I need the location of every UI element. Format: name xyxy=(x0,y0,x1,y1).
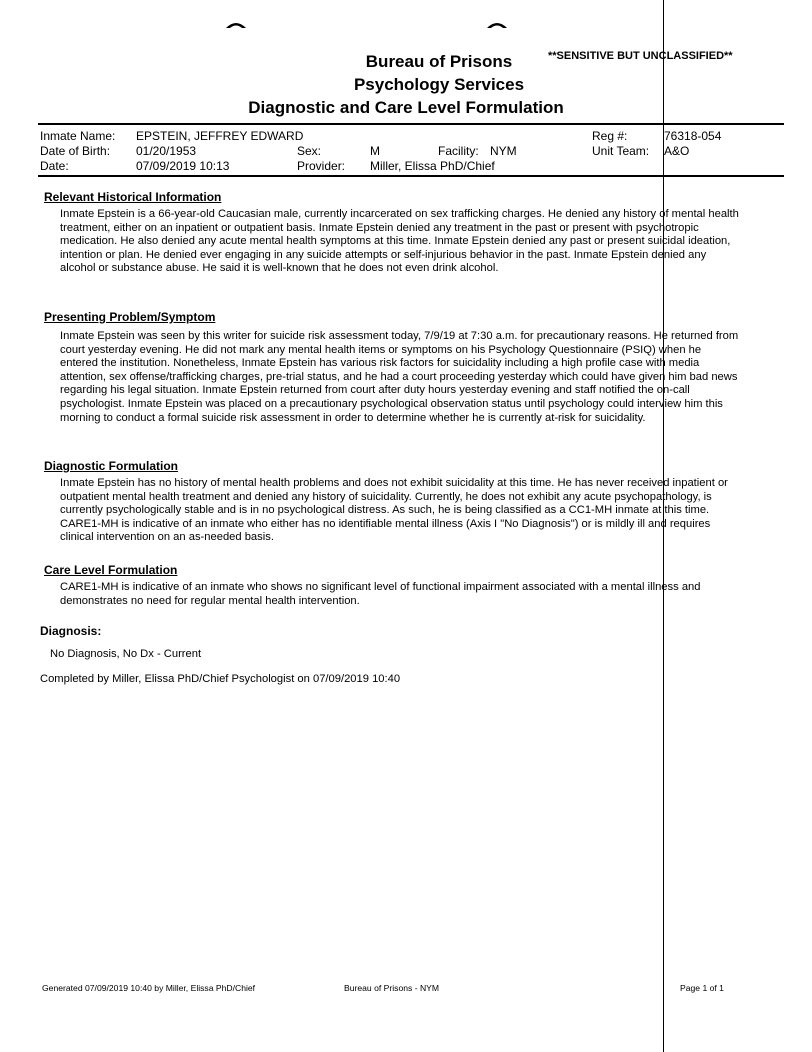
classification-banner: **SENSITIVE BUT UNCLASSIFIED** xyxy=(548,50,733,62)
unit-team-value: A&O xyxy=(664,144,690,158)
dob-value: 01/20/1953 xyxy=(136,144,197,158)
footer-generated: Generated 07/09/2019 10:40 by Miller, Elissa PhD/Chief xyxy=(42,983,256,993)
care-level-section-title: Care Level Formulation xyxy=(44,563,178,577)
facility-value: NYM xyxy=(490,144,517,158)
form-title: Diagnostic and Care Level Formulation xyxy=(248,98,564,117)
unit-team-label: Unit Team: xyxy=(592,144,650,158)
punch-mark-icon xyxy=(485,18,509,30)
header-divider xyxy=(38,123,784,125)
diagnostic-section-body: Inmate Epstein has no history of mental health problems and does not exhibit suicidality at this time. He has never received inpatient or outpatient mental health treatment and denied any history of suicidality. Currently, he does not exhibit any acute psychopathology, is currently psychologically stable and is in no psychological distress. As such, he is being classified as a CC1-MH inmate at this time. CARE1-MH is indicative of an inmate who either has no identifiable mental illness (Axis I "No Diagnosis") or is mildly ill and requires clinical intervention on an as-needed basis. xyxy=(60,477,728,544)
sex-value: M xyxy=(370,144,380,158)
diagnostic-section-title: Diagnostic Formulation xyxy=(44,459,179,473)
reg-number-label: Reg #: xyxy=(592,129,628,143)
diagnosis-value: No Diagnosis, No Dx - Current xyxy=(50,648,202,660)
provider-label: Provider: xyxy=(297,159,346,173)
dob-label: Date of Birth: xyxy=(40,144,111,158)
date-value: 07/09/2019 10:13 xyxy=(136,159,230,173)
punch-mark-icon xyxy=(224,18,248,30)
sex-label: Sex: xyxy=(297,144,322,158)
inmate-name-value: EPSTEIN, JEFFREY EDWARD xyxy=(136,129,304,143)
info-divider xyxy=(38,175,784,177)
historical-section-title: Relevant Historical Information xyxy=(44,190,222,204)
presenting-section-title: Presenting Problem/Symptom xyxy=(44,310,216,324)
completed-by: Completed by Miller, Elissa PhD/Chief Psychologist on 07/09/2019 10:40 xyxy=(40,673,401,685)
department-title: Psychology Services xyxy=(353,75,525,94)
historical-section-body: Inmate Epstein is a 66-year-old Caucasian male, currently incarcerated on sex trafficking charges. He denied any history of mental health treatment, either on an inpatient or outpatient basis. Inmate Epstein denied any treatment in the past or present with psychotropic medication. He also denied any acute mental health symptoms at this time. Inmate Epstein denied any past or present suicidal ideation, intention or plan. He denied ever engaging in any suicide attempts or self-injurious behavior in the past. Inmate Epstein denied any alcohol or substance abuse. He said it is well-known that he does not even drink alcohol. xyxy=(60,208,739,275)
facility-label: Facility: xyxy=(438,144,479,158)
agency-title: Bureau of Prisons xyxy=(365,52,513,71)
care-level-section-body: CARE1-MH is indicative of an inmate who shows no significant level of functional impairment associated with a mental illness and demonstrates no need for regular mental health intervention. xyxy=(60,581,701,607)
footer-page-number: Page 1 of 1 xyxy=(680,983,724,993)
diagnosis-label: Diagnosis: xyxy=(40,624,102,638)
inmate-name-label: Inmate Name: xyxy=(40,129,116,143)
date-label: Date: xyxy=(40,159,69,173)
provider-value: Miller, Elissa PhD/Chief xyxy=(370,159,495,173)
footer-location: Bureau of Prisons - NYM xyxy=(344,983,440,993)
reg-number-value: 76318-054 xyxy=(664,129,722,143)
presenting-section-body: Inmate Epstein was seen by this writer for suicide risk assessment today, 7/9/19 at 7:30 a.m. for precautionary reasons. He returned from court yesterday evening. He did not mark any mental health items or symptoms on his Psychology Questionnaire (PSIQ) when he entered the institution. Nonetheless, Inmate Epstein has various risk factors for suicidality including a high profile case with media attention, sex offense/trafficking charges, pre-trial status, and he had a court proceeding yesterday which could have given him bad news regarding his legal situation. Inmate Epstein returned from court after duty hours yesterday evening and staff notified the on-call psychologist. Inmate Epstein was placed on a precautionary psychological observation status until psychology could interview him this morning to conduct a formal suicide risk assessment in order to determine whether he is currently at-risk for suicidality. xyxy=(60,330,739,424)
